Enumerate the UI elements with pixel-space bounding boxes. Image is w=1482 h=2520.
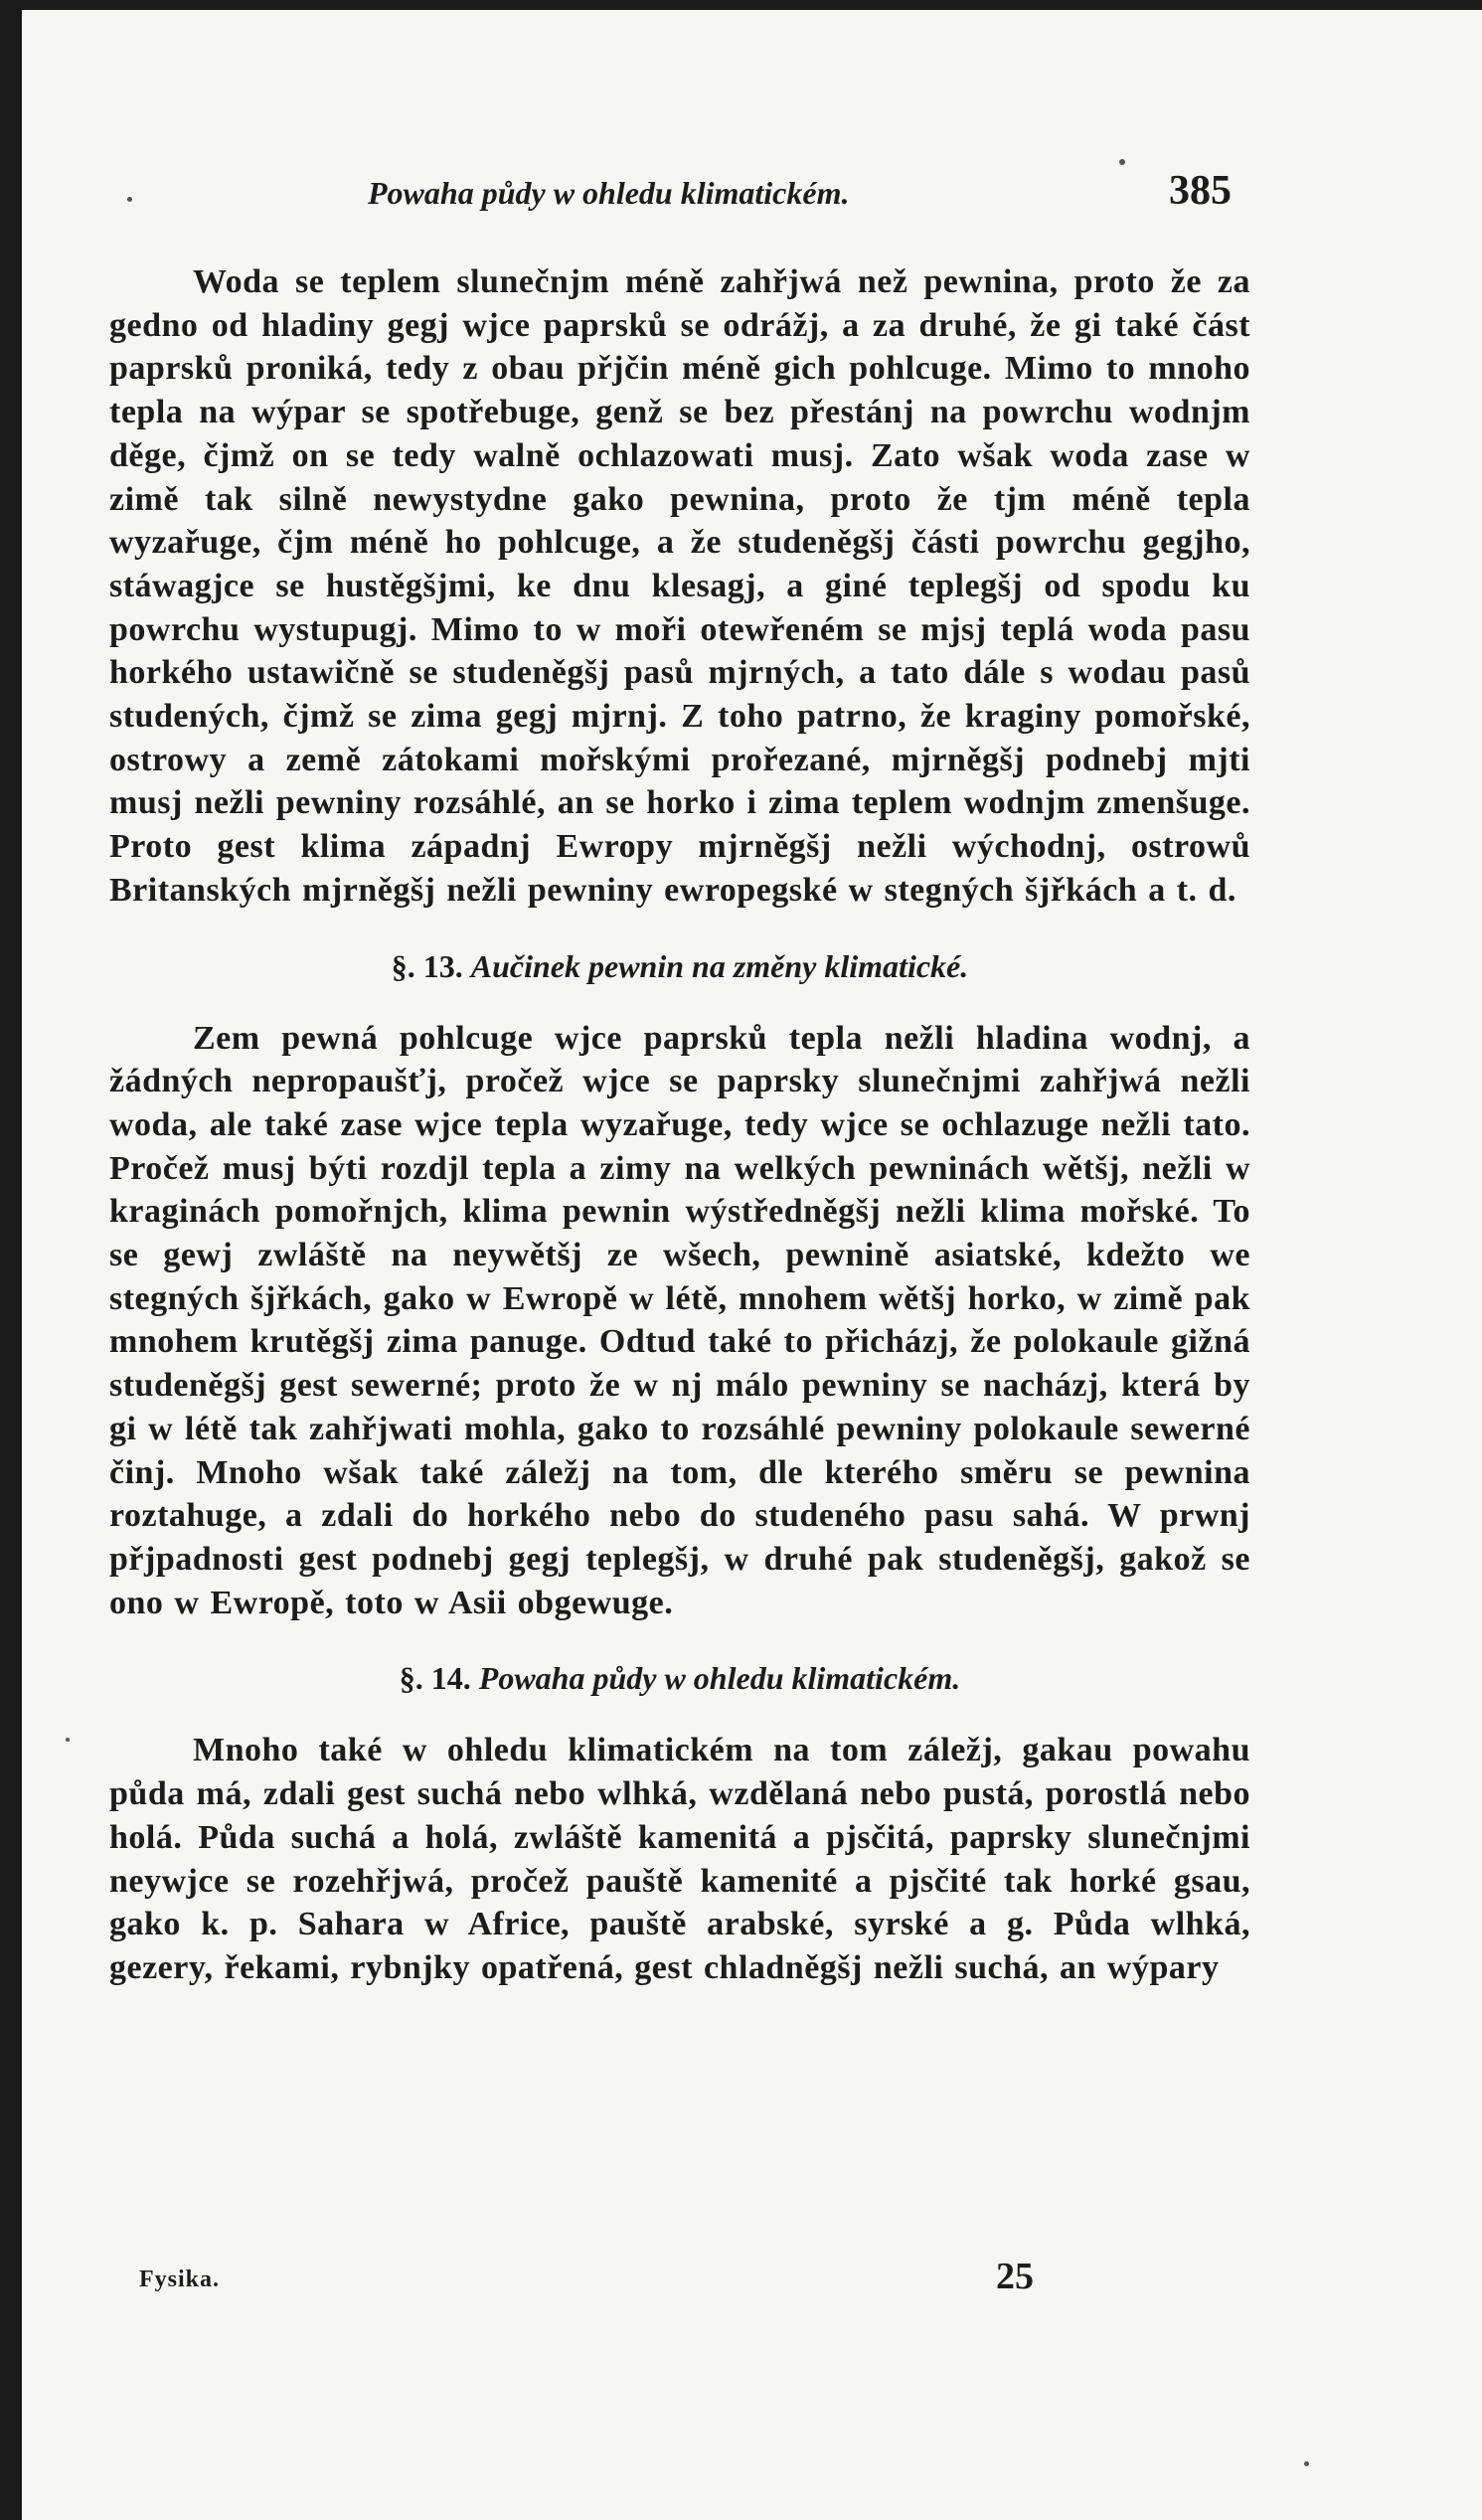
section-heading-13 (109, 948, 1250, 985)
paper-speck (1119, 159, 1125, 165)
paragraph: Zem pewná pohlcuge wjce paprsků tepla nežli hladina wodnj, a žádných nepropaušťj, pročež wjce se paprsky slunečnjmi zahřjwá nežli woda, ale také zase wjce tepla wyzařuge, tedy wjce se ochlazuge nežli tato. Pročež musj býti rozdjl tepla a zimy na welkých pewninách wětšj, nežli w kraginách pomořnjch, klima pewnin wýstředněgšj nežli klima mořské. To se gewj zwláště na neywětšj ze wšech, pewnině asiatské, kdežto we stegných šjřkách, gako w Ewropě w létě, mnohem wětšj horko, w zimě pak mnohem krutěgšj zima panuge. Odtud také to přicházj, že polokaule gižná studeněgšj gest sewerné; proto že w nj málo pewniny se nacházj, která by gi w létě tak zahřjwati mohla, gako to rozsáhlé pewniny polokaule sewerné činj. Mnoho wšak také záležj na tom, dle kterého směru se pewnina roztahuge, a zdali do horkého nebo do studeného pasu sahá. W prwnj přjpadnosti gest podnebj gegj teplegšj, w druhé pak studeněgšj, gakož se ono w Ewropě, toto w Asii obgewuge. (109, 1019, 1250, 1621)
section-heading-14 (109, 1660, 1250, 1697)
paper-speck (1304, 2461, 1309, 2466)
paragraph: Woda se teplem slunečnjm méně zahřjwá než pewnina, proto že za gedno od hladiny gegj wjce paprsků se odrážj, a za druhé, že gi také část paprsků proniká, tedy z obau přjčin méně gich pohlcuge. Mimo to mnoho tepla na wýpar se spotřebuge, genž se bez přestánj na powrchu wodnjm děge, čjmž on se tedy walně ochlazowati musj. Zato wšak woda zase w zimě tak silně newystydne gako pewnina, proto že tjm méně tepla wyzařuge, čjm méně ho pohlcuge, a že studeněgšj části powrchu gegjho, stáwagjce se hustěgšjmi, ke dnu klesagj, a giné teplegšj od spodu ku powrchu wystupugj. Mimo to w moři otewřeném se mjsj teplá woda pasu horkého ustawičně se studeněgšj pasů mjrných, a tato dále s wodau pasů studených, čjmž se zima gegj mjrnj. Z toho patrno, že kraginy pomořské, ostrowy a země zátokami mořskými prořezané, mjrněgšj podnebj mjti musj nežli pewniny rozsáhlé, an se horko i zima teplem wodnjm zmenšuge. Proto gest klima západnj Ewropy mjrněgšj nežli wýchodnj, ostrowů Britanských mjrněgšj nežli pewniny ewropegské w stegných šjřkách a t. d. (109, 263, 1250, 909)
page-body (109, 260, 1250, 1990)
page-number: 385 (1169, 168, 1232, 214)
section-title: Aučinek pewnin na změny klimatické. (470, 947, 969, 984)
paragraph: Mnoho také w ohledu klimatickém na tom záležj, gakau powahu půda má, zdali gest suchá nebo wlhká, wzdělaná nebo pustá, porostlá nebo holá. Půda suchá a holá, zwláště kamenitá a pjsčitá, paprsky slunečnjmi neywjce se rozehřjwá, pročež pauště kamenité a pjsčité tak horké gsau, gako k. p. Sahara w Africe, pauště arabské, syrské a g. Půda wlhká, gezery, řekami, rybnjky opatřená, gest chladněgšj nežli suchá, an wýpary (109, 1732, 1250, 1986)
section-title: Powaha půdy w ohledu klimatickém. (478, 1660, 961, 1697)
signature-mark: Fysika. (139, 2267, 221, 2292)
sheet-number: 25 (996, 2256, 1034, 2297)
paper-speck (127, 197, 132, 202)
paper-speck (66, 1738, 70, 1742)
section-number: §. 13. (391, 947, 463, 984)
running-title: Powaha půdy w ohledu klimatickém. (368, 175, 850, 211)
section-number: §. 14. (399, 1660, 471, 1697)
